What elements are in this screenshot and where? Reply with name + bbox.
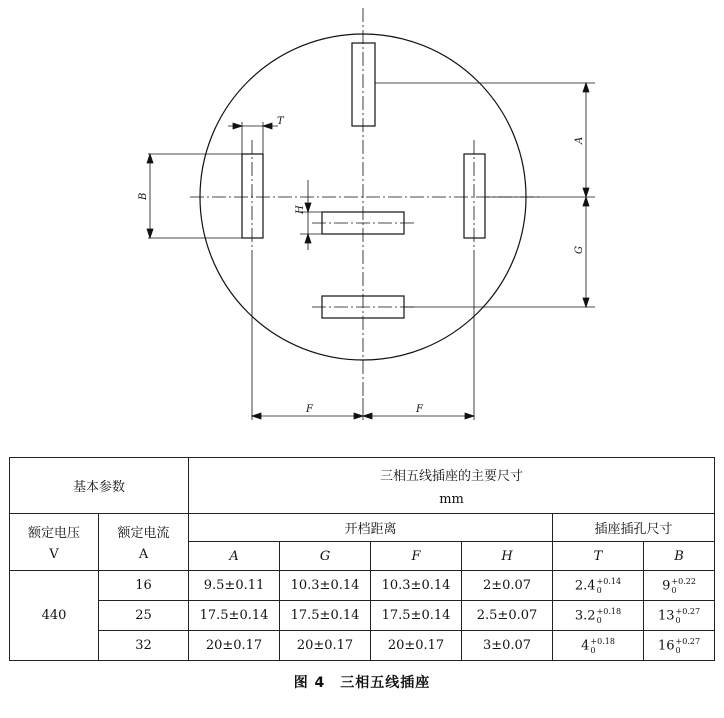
b-base: 16 xyxy=(657,638,675,653)
cell-f: 20±0.17 xyxy=(371,631,462,661)
col-header-a: A xyxy=(189,542,280,571)
t-tolerance: +0.18 0 xyxy=(596,606,622,625)
current-value: 25 xyxy=(99,601,189,631)
col-header-h: H xyxy=(462,542,553,571)
header-rated-current xyxy=(99,514,189,571)
header-rated-voltage xyxy=(10,514,99,571)
voltage-unit: V xyxy=(49,547,59,562)
table-row xyxy=(10,571,715,601)
figure-caption: 图 4 三相五线插座 xyxy=(293,675,431,691)
col-header-t: T xyxy=(553,542,644,571)
cell-h: 2.5±0.07 xyxy=(462,601,553,631)
current-unit: A xyxy=(138,547,149,562)
cell-t xyxy=(553,601,644,631)
cell-g: 10.3±0.14 xyxy=(280,571,371,601)
dim-label-g: G xyxy=(574,246,585,254)
cell-b xyxy=(644,601,715,631)
cell-a: 20±0.17 xyxy=(189,631,280,661)
voltage-value: 440 xyxy=(10,571,99,661)
t-base: 3.2 xyxy=(574,608,596,623)
col-header-f: F xyxy=(371,542,462,571)
unit-label: mm xyxy=(439,491,464,507)
dim-label-b: B xyxy=(138,192,149,200)
b-tolerance: +0.27 0 xyxy=(675,636,701,655)
rated-voltage-label: 额定电压 xyxy=(27,526,80,541)
b-base: 9 xyxy=(662,578,671,593)
cell-h: 3±0.07 xyxy=(462,631,553,661)
slot-top xyxy=(352,43,375,126)
cell-f: 10.3±0.14 xyxy=(371,571,462,601)
cell-t xyxy=(553,631,644,661)
current-value: 32 xyxy=(99,631,189,661)
dim-label-a: A xyxy=(574,136,585,144)
dim-label-f-left: F xyxy=(306,404,313,415)
cell-b xyxy=(644,571,715,601)
header-main-dims xyxy=(189,458,715,514)
col-header-g: G xyxy=(280,542,371,571)
t-base: 4 xyxy=(581,638,590,653)
b-tolerance: +0.22 0 xyxy=(671,576,696,595)
t-tolerance: +0.18 0 xyxy=(590,636,615,655)
dim-label-f-right: F xyxy=(416,404,423,415)
spec-table xyxy=(9,457,715,661)
header-basic-params: 基本参数 xyxy=(10,458,189,514)
header-hole-size: 插座插孔尺寸 xyxy=(553,514,715,542)
cell-a: 9.5±0.11 xyxy=(189,571,280,601)
cell-f: 17.5±0.14 xyxy=(371,601,462,631)
dim-label-t: T xyxy=(277,116,284,127)
t-base: 2.4 xyxy=(574,578,596,593)
cell-b xyxy=(644,631,715,661)
col-header-b: B xyxy=(644,542,715,571)
t-tolerance: +0.14 0 xyxy=(596,576,622,595)
slot-right xyxy=(464,154,485,238)
b-base: 13 xyxy=(657,608,675,623)
current-value: 16 xyxy=(99,571,189,601)
rated-current-label: 额定电流 xyxy=(117,526,170,541)
cell-a: 17.5±0.14 xyxy=(189,601,280,631)
b-tolerance: +0.27 0 xyxy=(675,606,701,625)
dim-label-h: H xyxy=(295,205,306,214)
header-opening-distance: 开档距离 xyxy=(189,514,553,542)
cell-g: 20±0.17 xyxy=(280,631,371,661)
cell-t xyxy=(553,571,644,601)
cell-h: 2±0.07 xyxy=(462,571,553,601)
main-dims-title: 三相五线插座的主要尺寸 xyxy=(380,468,524,484)
table-row xyxy=(10,631,715,661)
cell-g: 17.5±0.14 xyxy=(280,601,371,631)
table-row xyxy=(10,601,715,631)
slot-left xyxy=(242,154,263,238)
